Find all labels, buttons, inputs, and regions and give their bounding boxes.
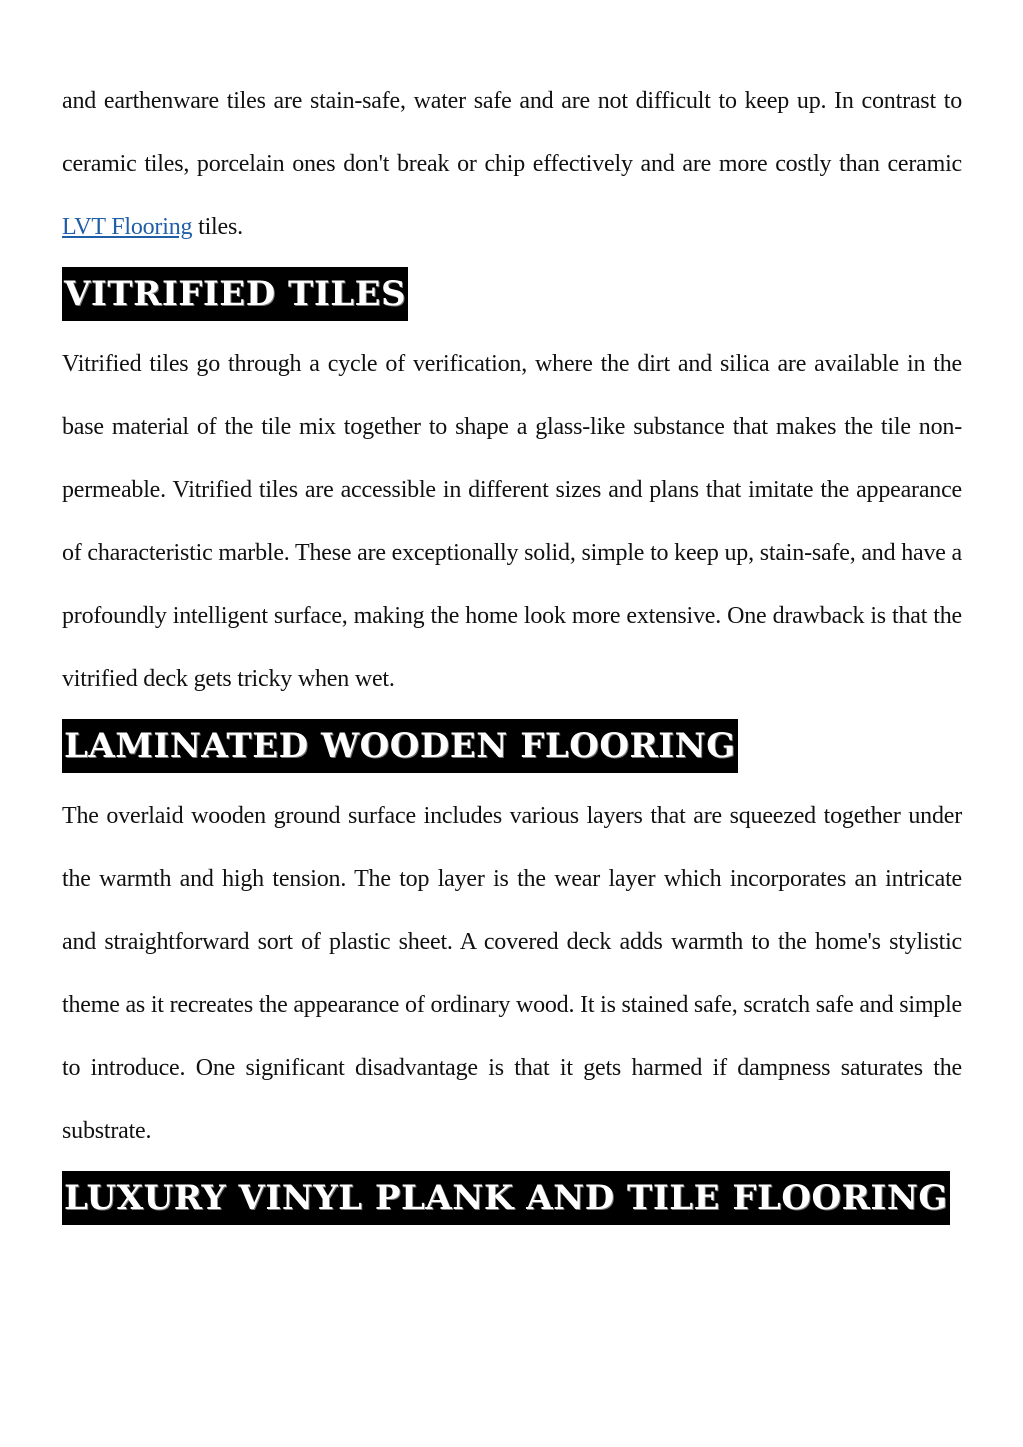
section-heading-wrap-laminated bbox=[62, 719, 962, 773]
section-body-laminated-wooden-flooring: The overlaid wooden ground surface includes various layers that are squeezed together under the warmth and high tension. The top layer is the wear layer which incorporates an intricate and straightforward sort of plastic sheet. A covered deck adds warmth to the home's stylistic theme as it recreates the appearance of ordinary wood. It is stained safe, scratch safe and simple to introduce. One significant disadvantage is that it gets harmed if dampness saturates the substrate. bbox=[62, 803, 963, 1144]
intro-text-after-link: tiles. bbox=[192, 214, 243, 240]
section-heading-laminated-wooden-flooring: LAMINATED WOODEN FLOORING bbox=[62, 719, 738, 773]
section-heading-vitrified-tiles: VITRIFIED TILES bbox=[62, 267, 408, 321]
intro-paragraph bbox=[62, 70, 962, 259]
section-body-vitrified-tiles: Vitrified tiles go through a cycle of verification, where the dirt and silica are available in the base material of the tile mix together to shape a glass-like substance that makes the tile non-permeable. Vitrified tiles are accessible in different sizes and plans that imitate the appearance of characteristic marble. These are exceptionally solid, simple to keep up, stain-safe, and have a profoundly intelligent surface, making the home look more extensive. One drawback is that the vitrified deck gets tricky when wet. bbox=[62, 351, 962, 692]
intro-text-before-link: and earthenware tiles are stain-safe, water safe and are not difficult to keep up. In contrast to ceramic tiles, porcelain ones don't break or chip effectively and are more costly than ceramic bbox=[62, 88, 962, 177]
section-heading-wrap-luxury-vinyl bbox=[62, 1171, 962, 1225]
document-page bbox=[62, 70, 962, 1237]
section-heading-luxury-vinyl-plank: LUXURY VINYL PLANK AND TILE FLOORING bbox=[62, 1171, 950, 1225]
lvt-flooring-link[interactable]: LVT Flooring bbox=[62, 214, 193, 240]
section-heading-wrap-vitrified bbox=[62, 267, 962, 321]
